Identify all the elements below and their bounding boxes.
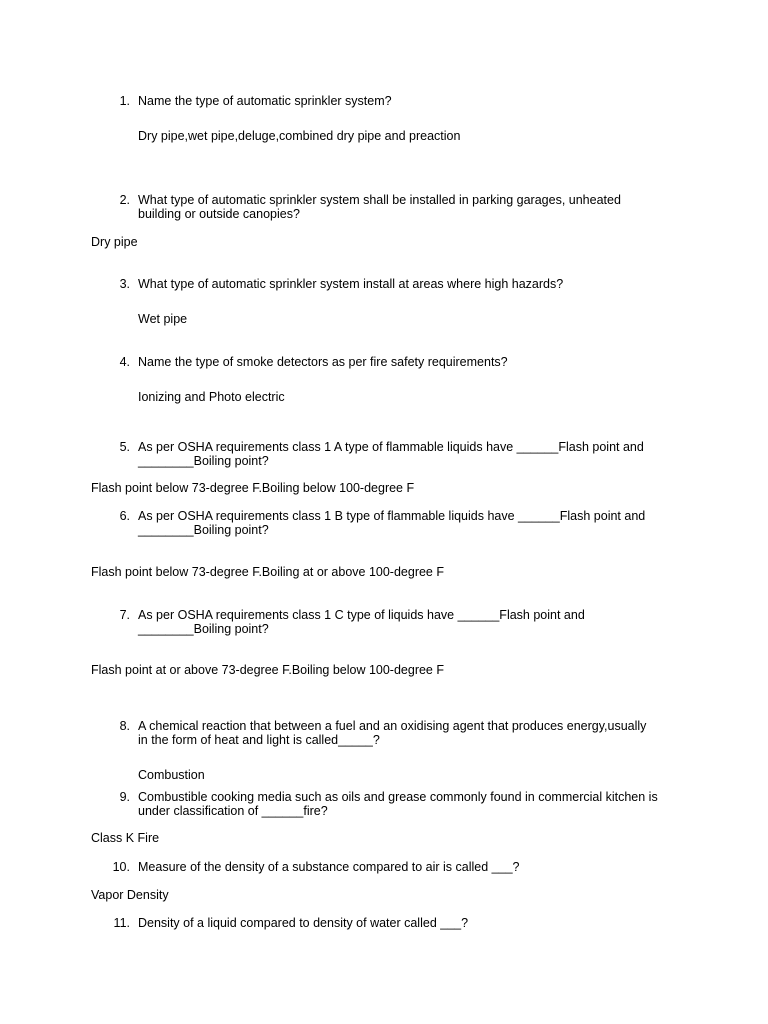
question-number: 7.	[119, 608, 130, 622]
question-number: 3.	[119, 277, 130, 291]
question-number: 4.	[119, 355, 130, 369]
question-number: 11.	[113, 916, 130, 930]
answer-5: Flash point below 73-degree F.Boiling below 100-degree F	[91, 481, 415, 495]
question-text	[138, 608, 690, 636]
question-line: building or outside canopies?	[138, 207, 300, 221]
question-line: As per OSHA requirements class 1 C type of liquids have ______Flash point and	[138, 608, 585, 622]
answer-8: Combustion	[138, 768, 205, 782]
question-text	[138, 509, 690, 537]
question-text	[138, 277, 690, 291]
question-number: 2.	[119, 193, 130, 207]
question-line: Combustible cooking media such as oils and grease commonly found in commercial kitchen is	[138, 790, 658, 804]
answer-3: Wet pipe	[138, 312, 188, 326]
question-line: As per OSHA requirements class 1 B type of flammable liquids have ______Flash point and	[138, 509, 646, 523]
question-line: Name the type of automatic sprinkler system?	[138, 94, 392, 108]
question-line: ________Boiling point?	[138, 622, 269, 636]
question-line: What type of automatic sprinkler system install at areas where high hazards?	[138, 277, 564, 291]
answer-4: Ionizing and Photo electric	[138, 390, 285, 404]
question-number: 8.	[119, 719, 130, 733]
question-text	[138, 355, 690, 369]
question-number: 6.	[119, 509, 130, 523]
answer-7: Flash point at or above 73-degree F.Boiling below 100-degree F	[91, 663, 444, 677]
question-line: As per OSHA requirements class 1 A type of flammable liquids have ______Flash point and	[138, 440, 644, 454]
question-line: ________Boiling point?	[138, 454, 269, 468]
question-text	[138, 860, 690, 874]
question-line: What type of automatic sprinkler system shall be installed in parking garages, unheated	[138, 193, 621, 207]
question-text	[138, 916, 690, 930]
question-line: under classification of ______fire?	[138, 804, 328, 818]
question-line: Density of a liquid compared to density of water called ___?	[138, 916, 469, 930]
question-number: 5.	[119, 440, 130, 454]
question-number: 9.	[119, 790, 130, 804]
question-line: ________Boiling point?	[138, 523, 269, 537]
question-number: 1.	[119, 94, 130, 108]
answer-6: Flash point below 73-degree F.Boiling at or above 100-degree F	[91, 565, 444, 579]
question-line: in the form of heat and light is called_____?	[138, 733, 380, 747]
question-line: Measure of the density of a substance compared to air is called ___?	[138, 860, 520, 874]
question-line: Name the type of smoke detectors as per fire safety requirements?	[138, 355, 508, 369]
question-text	[138, 440, 690, 468]
question-text	[138, 193, 690, 221]
question-text	[138, 719, 690, 747]
question-number: 10.	[112, 860, 130, 874]
question-text	[138, 94, 690, 108]
question-text	[138, 790, 690, 818]
answer-1: Dry pipe,wet pipe,deluge,combined dry pipe and preaction	[138, 129, 461, 143]
answer-9: Class K Fire	[91, 831, 160, 845]
question-line: A chemical reaction that between a fuel and an oxidising agent that produces energy,usually	[138, 719, 647, 733]
answer-2: Dry pipe	[91, 235, 138, 249]
answer-10: Vapor Density	[91, 888, 169, 902]
